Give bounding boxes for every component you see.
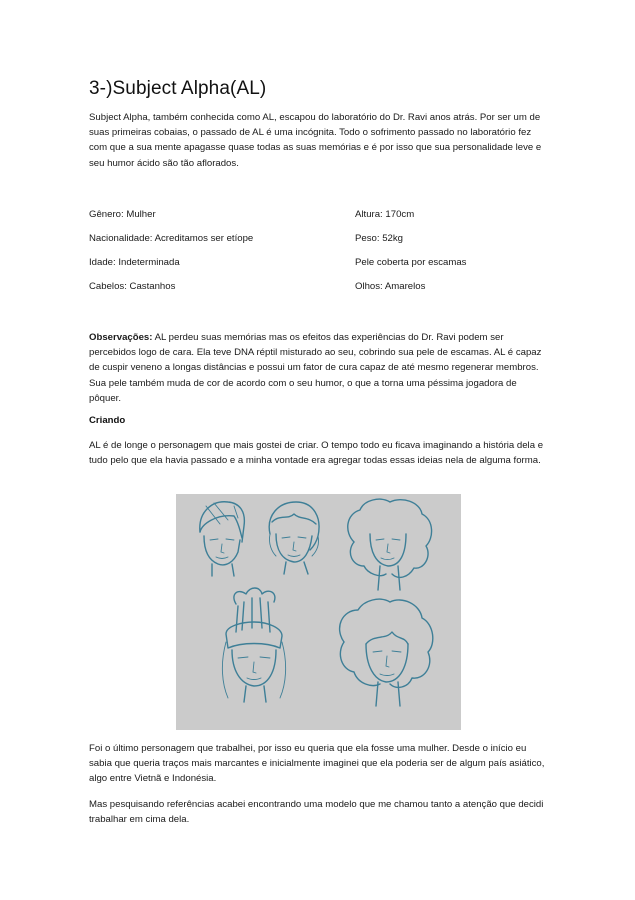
attr-weight: Peso: 52kg bbox=[355, 233, 404, 244]
intro-paragraph: Subject Alpha, também conhecida como AL, escapou do laboratório do Dr. Ravi anos atrás. Por ser um de suas primeiras cobaias, o passado de AL é uma incógnita. Todo o sofrimento passado no laboratório fez com que a sua mente apagasse quase todas as suas memórias e é por isso que sua personalidade leve e seu humor ácido são tão aflorados. bbox=[89, 112, 542, 169]
creating-paragraph-1: AL é de longe o personagem que mais gostei de criar. O tempo todo eu ficava imaginando a história dela e tudo pelo que ela havia passado e a minha vontade era agregar todas essas ideias nela de alguma forma. bbox=[89, 440, 544, 467]
observations-text: AL perdeu suas memórias mas os efeitos das experiências do Dr. Ravi podem ser percebidos logo de cara. Ela teve DNA réptil misturado ao seu, cobrindo sua pele de escamas. AL é capaz de cuspir veneno a longas distâncias e possui um fator de cura capaz de até mesmo regenerar membros. Sua pele também muda de cor de acordo com o seu humor, o que a torna uma péssima jogadora de pôquer. bbox=[89, 332, 542, 404]
sketch-drawing bbox=[176, 494, 461, 730]
attr-hair: Cabelos: Castanhos bbox=[89, 281, 176, 292]
sketch-face-3 bbox=[348, 499, 432, 590]
character-sketches-image bbox=[176, 494, 461, 730]
attr-eyes: Olhos: Amarelos bbox=[355, 281, 426, 292]
attr-age: Idade: Indeterminada bbox=[89, 257, 180, 268]
creating-paragraph-2: Foi o último personagem que trabalhei, por isso eu queria que ela fosse uma mulher. Desde o início eu sabia que queria traços mais marcantes e inicialmente imaginei que ela poderia ser de algum país asiático, algo entre Vietnã e Indonésia. bbox=[89, 743, 545, 785]
creating-paragraph-3: Mas pesquisando referências acabei encontrando uma modelo que me chamou tanto a atenção que decidi trabalhar em cima dela. bbox=[89, 799, 544, 826]
page-title: 3-)Subject Alpha(AL) bbox=[89, 78, 267, 99]
creating-heading: Criando bbox=[89, 415, 126, 426]
attr-nationality: Nacionalidade: Acreditamos ser etíope bbox=[89, 233, 254, 244]
attr-gender: Gênero: Mulher bbox=[89, 209, 156, 220]
sketch-face-1 bbox=[200, 502, 245, 576]
observations-paragraph bbox=[89, 330, 551, 406]
attr-skin: Pele coberta por escamas bbox=[355, 257, 467, 268]
observations-label: Observações: bbox=[89, 332, 153, 343]
sketch-face-5 bbox=[340, 599, 433, 706]
sketch-face-2 bbox=[269, 502, 319, 574]
attr-height: Altura: 170cm bbox=[355, 209, 415, 220]
sketch-face-4 bbox=[222, 588, 285, 702]
